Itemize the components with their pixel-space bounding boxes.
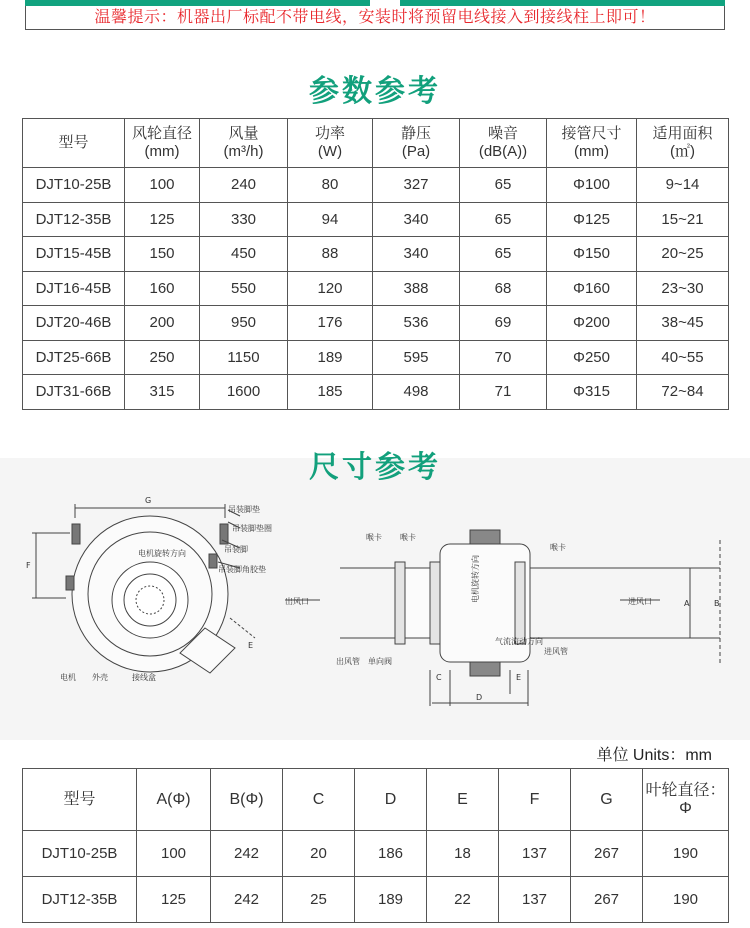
table-cell: DJT10-25B — [23, 168, 125, 203]
table-cell: 1150 — [200, 340, 288, 375]
dims-header-row — [23, 769, 729, 831]
table-cell: DJT25-66B — [23, 340, 125, 375]
table-cell: 20~25 — [637, 237, 729, 272]
table-row — [23, 237, 729, 272]
table-cell: DJT16-45B — [23, 271, 125, 306]
table-cell: 68 — [460, 271, 547, 306]
params-header-row — [23, 119, 729, 168]
table-cell: 23~30 — [637, 271, 729, 306]
table-cell: 15~21 — [637, 202, 729, 237]
table-cell: 190 — [643, 831, 729, 877]
table-cell: 22 — [427, 877, 499, 923]
label-rubber: 吊装脚角胶垫 — [218, 565, 266, 574]
table-cell: DJT15-45B — [23, 237, 125, 272]
table-cell: Φ160 — [547, 271, 637, 306]
table-cell: 267 — [571, 877, 643, 923]
header-label: 型号 — [58, 134, 89, 151]
label-inlet: 进风口 — [628, 597, 652, 606]
table-cell: 240 — [200, 168, 288, 203]
table-cell: 450 — [200, 237, 288, 272]
table-cell: DJT12-35B — [23, 202, 125, 237]
table-cell: 72~84 — [637, 375, 729, 410]
table-cell: 71 — [460, 375, 547, 410]
table-cell: 18 — [427, 831, 499, 877]
table-cell: DJT20-46B — [23, 306, 125, 341]
table-cell: 189 — [288, 340, 373, 375]
table-cell: 242 — [211, 831, 283, 877]
notice-text: 温馨提示：机器出厂标配不带电线，安装时将预留电线接入到接线柱上即可！ — [25, 6, 725, 30]
table-cell: 137 — [499, 877, 571, 923]
table-cell: 242 — [211, 877, 283, 923]
table-cell: 536 — [373, 306, 460, 341]
label-outlet: 出风口 — [285, 597, 309, 606]
header-unit: (W) — [317, 143, 343, 160]
table-cell: 327 — [373, 168, 460, 203]
table-cell: 950 — [200, 306, 288, 341]
table-cell: Φ250 — [547, 340, 637, 375]
header-label: 适用面积 — [652, 125, 713, 142]
header-unit: (mm) — [574, 143, 609, 160]
dims-header-cell: E — [427, 769, 499, 831]
label-ring: 吊装脚垫圈 — [232, 524, 272, 533]
params-table — [22, 118, 729, 410]
table-row — [23, 375, 729, 410]
table-cell: 150 — [125, 237, 200, 272]
params-title: 参数参考 — [309, 75, 441, 108]
label-c: C — [436, 673, 442, 682]
header-unit: (dB(A)) — [478, 143, 528, 160]
table-cell: Φ200 — [547, 306, 637, 341]
table-cell: 94 — [288, 202, 373, 237]
table-cell: 40~55 — [637, 340, 729, 375]
table-cell: 315 — [125, 375, 200, 410]
table-cell: 38~45 — [637, 306, 729, 341]
dimension-diagram — [0, 458, 750, 740]
header-label: 噪音 — [487, 125, 518, 142]
dims-header-cell: 型号 — [23, 769, 137, 831]
dims-header-cell: D — [355, 769, 427, 831]
label-pad: 吊装脚垫 — [228, 505, 260, 514]
label-clamp-right: 喉卡 — [550, 543, 566, 552]
table-cell: Φ125 — [547, 202, 637, 237]
header-label: 风轮直径 — [131, 125, 192, 142]
table-row — [23, 168, 729, 203]
label-d: D — [476, 693, 483, 702]
table-cell: DJT10-25B — [23, 831, 137, 877]
label-outlet-pipe: 出风管 — [336, 657, 360, 666]
table-cell: 176 — [288, 306, 373, 341]
table-cell: 65 — [460, 168, 547, 203]
table-cell: 550 — [200, 271, 288, 306]
table-cell: 190 — [643, 877, 729, 923]
label-airflow: 气流流动方向 — [495, 637, 543, 646]
table-cell: 120 — [288, 271, 373, 306]
header-label: 接管尺寸 — [561, 125, 622, 142]
table-cell: 9~14 — [637, 168, 729, 203]
label-b: B — [714, 599, 720, 608]
table-cell: 65 — [460, 202, 547, 237]
label-inlet-pipe: 进风管 — [544, 647, 568, 656]
unit-label: 单位 Units：mm — [596, 747, 712, 764]
header-unit: (Pa) — [401, 143, 431, 160]
label-g: G — [145, 496, 152, 505]
label-e-left: E — [248, 641, 254, 650]
label-e-right: E — [516, 673, 522, 682]
params-header-cell — [23, 119, 125, 168]
table-cell: 185 — [288, 375, 373, 410]
table-row — [23, 831, 729, 877]
label-a: A — [684, 599, 690, 608]
params-header-cell — [373, 119, 460, 168]
table-cell: 65 — [460, 237, 547, 272]
table-cell: DJT31-66B — [23, 375, 125, 410]
label-box: 接线盒 — [132, 673, 156, 682]
dims-title: 尺寸参考 — [309, 451, 441, 484]
table-cell: 100 — [125, 168, 200, 203]
label-motor-rotation: 电机旋转方向 — [471, 555, 480, 603]
params-header-cell — [637, 119, 729, 168]
label-clamp-mid: 喉卡 — [400, 533, 416, 542]
table-row — [23, 306, 729, 341]
table-cell: 100 — [137, 831, 211, 877]
dims-table — [22, 768, 729, 923]
table-cell: 186 — [355, 831, 427, 877]
table-cell: 125 — [137, 877, 211, 923]
header-unit: (m³/h) — [223, 143, 264, 160]
table-cell: 160 — [125, 271, 200, 306]
table-cell: 498 — [373, 375, 460, 410]
header-label: 功率 — [314, 125, 345, 142]
table-cell: 125 — [125, 202, 200, 237]
label-rotation: 电机旋转方向 — [138, 549, 186, 558]
dims-header-cell: C — [283, 769, 355, 831]
table-cell: 388 — [373, 271, 460, 306]
table-cell: 80 — [288, 168, 373, 203]
header-unit: (mm) — [144, 143, 180, 160]
table-cell: 88 — [288, 237, 373, 272]
header-unit: (㎡) — [670, 143, 695, 160]
table-cell: 70 — [460, 340, 547, 375]
dims-header-cell: G — [571, 769, 643, 831]
diagram-svg — [0, 458, 750, 740]
table-row — [23, 202, 729, 237]
header-label: 静压 — [400, 125, 431, 142]
table-cell: 25 — [283, 877, 355, 923]
params-header-cell — [125, 119, 200, 168]
label-check-valve: 单向阀 — [368, 657, 392, 666]
table-cell: 267 — [571, 831, 643, 877]
table-row — [23, 271, 729, 306]
table-cell: Φ150 — [547, 237, 637, 272]
dims-header-cell: 叶轮直径：Φ — [643, 769, 729, 831]
dims-header-cell: B(Φ) — [211, 769, 283, 831]
table-cell: 189 — [355, 877, 427, 923]
table-cell: 595 — [373, 340, 460, 375]
table-cell: 340 — [373, 202, 460, 237]
table-cell: Φ315 — [547, 375, 637, 410]
table-cell: 137 — [499, 831, 571, 877]
params-header-cell — [200, 119, 288, 168]
label-clamp-left: 喉卡 — [366, 533, 382, 542]
table-cell: 1600 — [200, 375, 288, 410]
dims-header-cell: A(Φ) — [137, 769, 211, 831]
label-f: F — [26, 561, 31, 570]
table-cell: Φ100 — [547, 168, 637, 203]
table-cell: 200 — [125, 306, 200, 341]
table-cell: 340 — [373, 237, 460, 272]
table-cell: 20 — [283, 831, 355, 877]
header-label: 风量 — [228, 125, 259, 142]
dims-header-cell: F — [499, 769, 571, 831]
params-header-cell — [460, 119, 547, 168]
table-cell: DJT12-35B — [23, 877, 137, 923]
table-cell: 330 — [200, 202, 288, 237]
table-cell: 250 — [125, 340, 200, 375]
table-cell: 69 — [460, 306, 547, 341]
label-motor: 电机 — [60, 673, 76, 682]
params-header-cell — [547, 119, 637, 168]
label-shell: 外壳 — [92, 673, 108, 682]
params-header-cell — [288, 119, 373, 168]
label-foot: 吊装脚 — [224, 545, 248, 554]
table-row — [23, 877, 729, 923]
table-row — [23, 340, 729, 375]
